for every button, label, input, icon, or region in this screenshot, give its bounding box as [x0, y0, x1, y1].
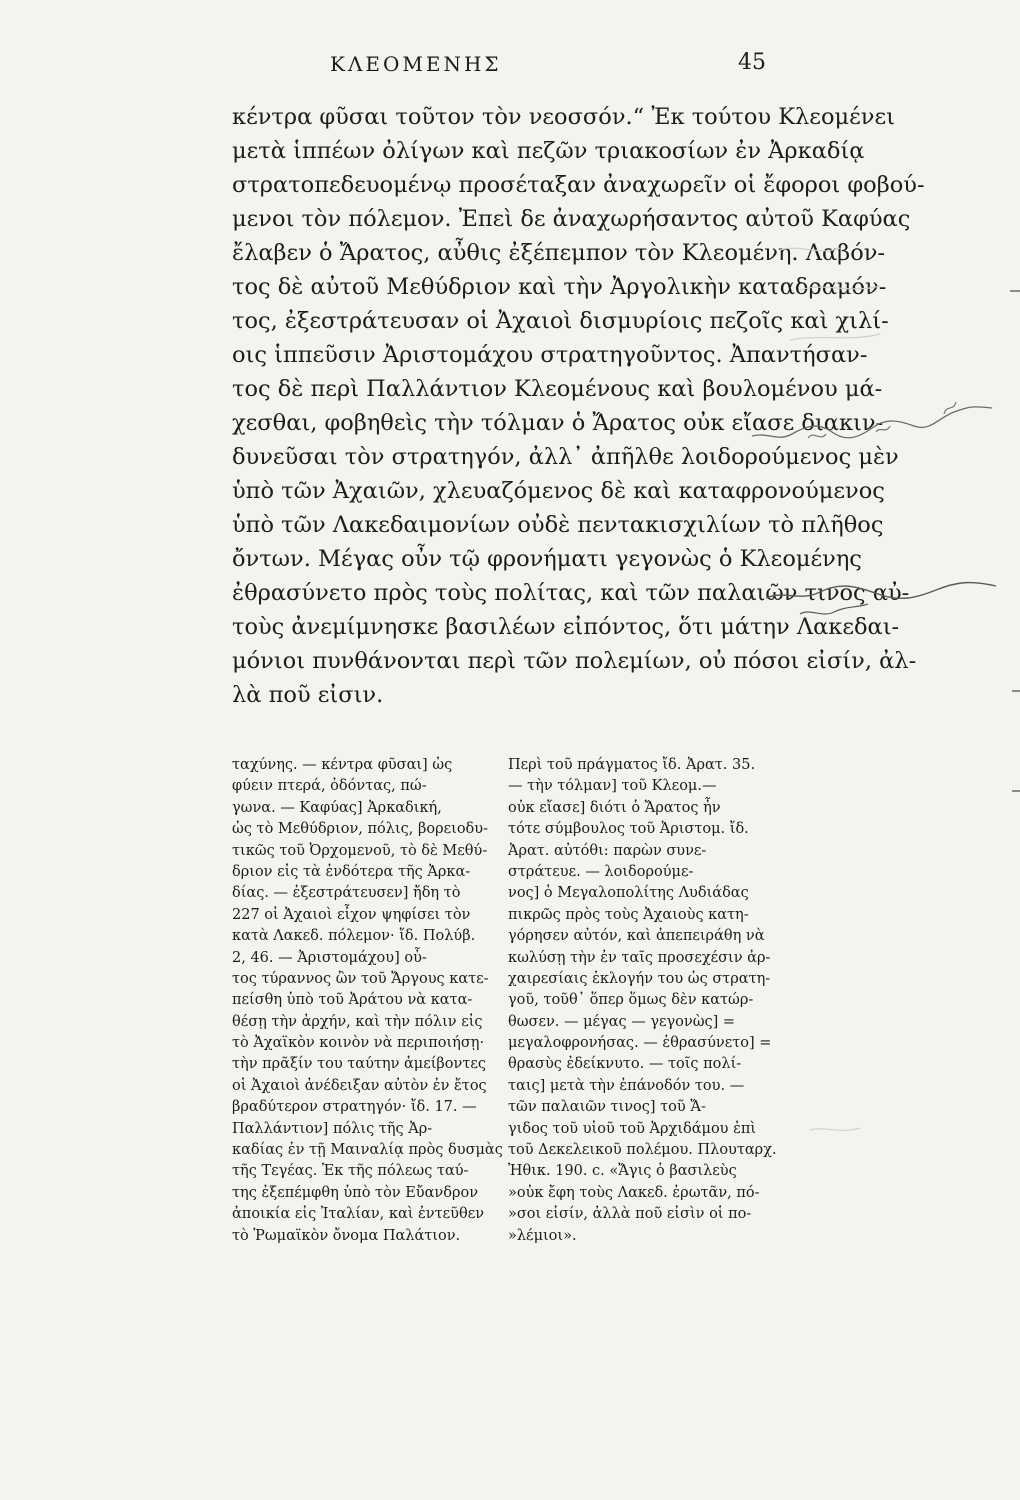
- main-text-line: μόνιοι πυνθάνονται περὶ τῶν πολεμίων, οὐ πόσοι εἰσίν, ἀλ-: [232, 648, 917, 674]
- footnote-line: Περὶ τοῦ πράγματος ἴδ. Ἀρατ. 35.: [508, 757, 756, 773]
- footnote-line: ὡς τὸ Μεθύδριον, πόλις, βορειοδυ-: [232, 821, 489, 838]
- footnote-line: τικῶς τοῦ Ὀρχομενοῦ, τὸ δὲ Μεθύ-: [232, 842, 488, 859]
- footnote-line: κωλύσῃ τὴν ἐν ταῖς προσεχέσιν ἀρ-: [508, 949, 771, 966]
- footnote-line: γοῦ, τοῦθ᾽ ὅπερ ὅμως δὲν κατώρ-: [508, 992, 754, 1009]
- running-head: ΚΛΕΟΜΕΝΗΣ: [330, 52, 502, 76]
- footnote-line: Παλλάντιον] πόλις τῆς Ἀρ-: [232, 1120, 433, 1137]
- footnote-line: θέσῃ τὴν ἀρχήν, καὶ τὴν πόλιν εἰς: [232, 1013, 483, 1030]
- footnote-line: ἀποικία εἰς Ἰταλίαν, καὶ ἐντεῦθεν: [232, 1206, 485, 1223]
- footnote-line: τοῦ Δεκελεικοῦ πολέμου. Πλουταρχ.: [508, 1142, 777, 1159]
- footnote-line: τῆς Τεγέας. Ἐκ τῆς πόλεως ταύ-: [232, 1163, 469, 1180]
- footnote-line: θωσεν. — μέγας — γεγονὼς] =: [508, 1013, 736, 1030]
- main-text-line: ὄντων. Μέγας οὖν τῷ φρονήματι γεγονὼς ὁ Κλεομένης: [232, 546, 862, 572]
- footnote-line: τὸ Ῥωμαϊκὸν ὄνομα Παλάτιον.: [232, 1227, 461, 1244]
- main-text-line: οις ἱππεῦσιν Ἀριστομάχου στρατηγοῦντος. Ἀπαντήσαν-: [232, 342, 868, 368]
- main-text-line: μενοι τὸν πόλεμον. Ἐπεὶ δε ἀναχωρήσαντος αὐτοῦ Καφύας: [232, 206, 911, 232]
- footnote-line: τῶν παλαιῶν τινος] τοῦ Ἄ-: [508, 1099, 706, 1116]
- footnote-line: οἱ Ἀχαιοὶ ἀνέδειξαν αὐτὸν ἐν ἔτος: [232, 1077, 487, 1094]
- main-text-line: ὑπὸ τῶν Ἀχαιῶν, χλευαζόμενος δὲ καὶ καταφρονούμενος: [232, 478, 885, 504]
- footnote-line: κατὰ Λακεδ. πόλεμον· ἴδ. Πολύβ.: [232, 928, 476, 945]
- margin-tick: [1012, 690, 1020, 692]
- footnote-line: τὴν πρᾶξίν του ταύτην ἀμείβοντες: [232, 1056, 487, 1073]
- footnote-line: χαιρεσίαις ἐκλογήν του ὡς στρατη-: [508, 970, 771, 987]
- footnote-line: πικρῶς πρὸς τοὺς Ἀχαιοὺς κατη-: [508, 906, 749, 923]
- footnote-line: τὸ Ἀχαϊκὸν κοινὸν νὰ περιποιήσῃ·: [232, 1035, 485, 1052]
- footnote-line: ταις] μετὰ τὴν ἐπάνοδόν του. —: [508, 1077, 745, 1094]
- main-text-line: τος δὲ αὐτοῦ Μεθύδριον καὶ τὴν Ἀργολικὴν καταδραμόν-: [232, 274, 887, 300]
- footnote-line: φύειν πτερά, ὀδόντας, πώ-: [232, 778, 427, 795]
- footnote-line: δριον εἰς τὰ ἐνδότερα τῆς Ἀρκα-: [232, 863, 471, 880]
- main-text-line: κέντρα φῦσαι τοῦτον τὸν νεοσσόν.“ Ἐκ τούτου Κλεομένει: [232, 104, 895, 130]
- main-text-line: δυνεῦσαι τὸν στρατηγόν, ἀλλ᾽ ἀπῆλθε λοιδορούμενος μὲν: [232, 444, 899, 470]
- footnote-line: δίας. — ἐξεστράτευσεν] ἤδη τὸ: [232, 885, 461, 902]
- footnote-line: »σοι εἰσίν, ἀλλὰ ποῦ εἰσὶν οἱ πο-: [508, 1206, 752, 1223]
- footnote-line: »λέμιοι».: [508, 1227, 577, 1244]
- main-text-line: μετὰ ἱππέων ὀλίγων καὶ πεζῶν τριακοσίων ἐν Ἀρκαδίᾳ: [232, 138, 865, 164]
- footnote-line: ταχύνης. — κέντρα φῦσαι] ὡς: [232, 757, 453, 773]
- footnote-line: οὐκ εἴασε] διότι ὁ Ἄρατος ἦν: [508, 799, 721, 816]
- footnote-line: γωνα. — Καφύας] Ἀρκαδική,: [232, 799, 442, 816]
- footnote-line: 2, 46. — Ἀριστομάχου] οὗ-: [232, 949, 427, 966]
- footnotes-left-column: [232, 755, 503, 1247]
- main-text-line: τος δὲ περὶ Παλλάντιον Κλεομένους καὶ βουλομένου μά-: [232, 376, 883, 402]
- main-text-line: χεσθαι, φοβηθεὶς τὴν τόλμαν ὁ Ἄρατος οὐκ εἴασε διακιν-: [232, 410, 884, 436]
- footnote-line: 227 οἱ Ἀχαιοὶ εἶχον ψηφίσει τὸν: [232, 906, 471, 923]
- footnote-line: στράτευε. — λοιδορούμε-: [508, 863, 694, 880]
- footnotes-right-column: [508, 755, 777, 1247]
- main-text: [232, 100, 925, 712]
- footnote-line: »οὐκ ἔφη τοὺς Λακεδ. ἐρωτᾶν, πό-: [508, 1184, 760, 1201]
- footnote-line: Ἀρατ. αὐτόθι: παρὼν συνε-: [508, 842, 707, 859]
- footnote-line: γιδος τοῦ υἱοῦ τοῦ Ἀρχιδάμου ἐπὶ: [508, 1120, 757, 1137]
- main-text-line: στρατοπεδευομένῳ προσέταξαν ἀναχωρεῖν οἱ ἔφοροι φοβού-: [232, 172, 925, 198]
- main-text-line: λὰ ποῦ εἰσιν.: [232, 682, 384, 708]
- margin-tick: [1010, 290, 1020, 292]
- footnote-line: της ἐξεπέμφθη ὑπὸ τὸν Εὔανδρον: [232, 1184, 479, 1201]
- footnote-line: καδίας ἐν τῇ Μαιναλίᾳ πρὸς δυσμὰς: [232, 1142, 503, 1159]
- main-text-line: τος, ἐξεστράτευσαν οἱ Ἀχαιοὶ δισμυρίοις πεζοῖς καὶ χιλί-: [232, 308, 889, 334]
- footnote-line: νος] ὁ Μεγαλοπολίτης Λυδιάδας: [508, 885, 749, 902]
- footnote-line: Ἠθικ. 190. c. «Ἄγις ὁ βασιλεὺς: [508, 1163, 737, 1180]
- footnote-line: πείσθη ὑπὸ τοῦ Ἀράτου νὰ κατα-: [232, 992, 473, 1009]
- main-text-line: τοὺς ἀνεμίμνησκε βασιλέων εἰπόντος, ὅτι μάτην Λακεδαι-: [232, 614, 900, 640]
- footnote-line: βραδύτερον στρατηγόν· ἴδ. 17. —: [232, 1099, 477, 1116]
- footnote-line: τότε σύμβουλος τοῦ Ἀριστομ. ἴδ.: [508, 821, 749, 838]
- footnote-line: — τὴν τόλμαν] τοῦ Κλεομ.—: [508, 778, 717, 795]
- margin-tick: [1012, 790, 1020, 792]
- main-text-line: ἐθρασύνετο πρὸς τοὺς πολίτας, καὶ τῶν παλαιῶν τινος αὐ-: [232, 580, 910, 606]
- page-number: 45: [738, 50, 766, 75]
- footnote-line: μεγαλοφρονήσας. — ἐθρασύνετο] =: [508, 1035, 772, 1052]
- faint-pencil-marks: [770, 230, 1010, 1230]
- main-text-line: ἔλαβεν ὁ Ἄρατος, αὖθις ἐξέπεμπον τὸν Κλεομένη. Λαβόν-: [232, 240, 886, 266]
- main-text-line: ὑπὸ τῶν Λακεδαιμονίων οὐδὲ πεντακισχιλίων τὸ πλῆθος: [232, 512, 884, 538]
- footnote-line: γόρησεν αὐτόν, καὶ ἀπεπειράθη νὰ: [508, 928, 765, 945]
- footnote-line: τος τύραννος ὢν τοῦ Ἄργους κατε-: [232, 970, 489, 987]
- footnote-line: θρασὺς ἐδείκνυτο. — τοῖς πολί-: [508, 1056, 742, 1073]
